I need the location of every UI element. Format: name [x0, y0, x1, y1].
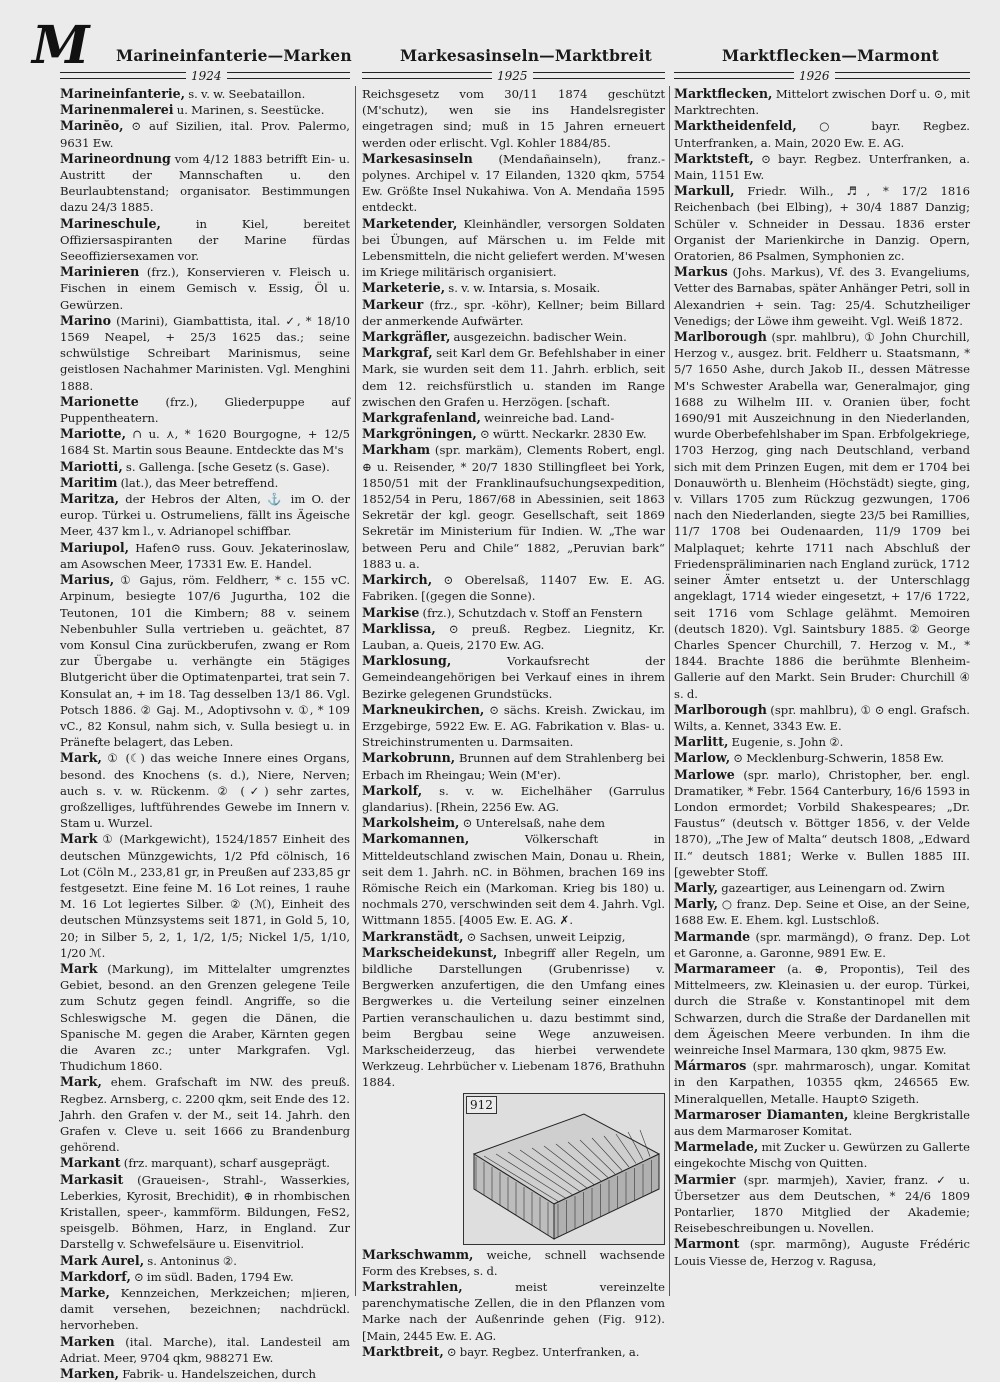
entry-headword: Marke,	[60, 1285, 110, 1301]
entry-text: (frz.), Konservieren v. Fleisch u. Fischen in einem Gemisch v. Essig, Öl u. Gewürzen.	[60, 265, 350, 312]
entry-headword: Marklissa,	[362, 620, 436, 636]
entry-text: Völkerschaft in Mitteldeutschland zwischen Main, Donau u. Rhein, seit dem 1. Jahrh. nC. in Böhmen, brachen 169 ins Römische Reich ein (Markoman. Krieg bis 180) u. nochmals 270, verschwinden seit dem 4. Jahrh. Vgl. Wittmann 1855. [4005 Ew. E. AG. ✗.	[362, 832, 665, 928]
entry-headword: Marly,	[674, 896, 719, 912]
entry-text: (lat.), das Meer betreffend.	[117, 475, 279, 490]
entry-text: Kennzeichen, Merkzeichen; m|ieren, damit versehen, bezeichnen; nachdrückl. hervorheben.	[60, 1286, 350, 1333]
column-3	[674, 86, 970, 1298]
entry-text: ⊙ sächs. Kreish. Zwickau, im Erzgebirge, 5922 Ew. E. AG. Fabrikation v. Blas- u. Streichinstrumenten u. Darmsaiten.	[362, 702, 665, 750]
entry-text: (spr. mahrmarosch), ungar. Komitat in den Karpathen, 10355 qkm, 246565 Ew. Mineralquellen, Metalle. Haupt⊙ Szigeth.	[674, 1059, 970, 1106]
entry-headword: Mark,	[60, 1074, 102, 1090]
wood-section-drawing	[464, 1094, 664, 1244]
running-head-center: Markesasinseln—Marktbreit	[400, 46, 653, 65]
entry-text: ehem. Grafschaft im NW. des preuß. Regbez. Arnsberg, c. 2200 qkm, seit Ende des 12. Jahrh. den Grafen v. der M., seit 14. Jahrh. den Grafen v. Cleve u. seit 1666 zu Brandenburg gehörend.	[60, 1075, 350, 1155]
entry-headword: Markneukirchen,	[362, 701, 485, 717]
dictionary-entry	[362, 815, 665, 831]
dictionary-entry	[60, 394, 350, 426]
entry-headword: Markgräfler,	[362, 329, 451, 345]
dictionary-entry	[674, 1139, 970, 1171]
entry-headword: Marino	[60, 312, 112, 328]
dictionary-entry	[60, 1285, 350, 1334]
entry-text: Fabrik- u. Handelszeichen, durch	[119, 1367, 316, 1382]
entry-text: mit Zucker u. Gewürzen zu Gallerte eingekochte Mischg von Quitten.	[674, 1140, 970, 1171]
dictionary-entry	[674, 329, 970, 702]
dictionary-entry	[674, 1107, 970, 1139]
entry-text: Friedr. Wilh., ♬, * 17/2 1816 Reichenbach (bei Elbing), + 30/4 1887 Danzig; Schüler v. Schneider in Dessau. 1836 erster Organist der Marienkirche in Danzig. Opern, Oratorien, 86 Psalmen, Symphonien zc.	[674, 184, 970, 264]
entry-headword: Markobrunn,	[362, 750, 456, 766]
entry-headword: Marlitt,	[674, 734, 729, 750]
entry-headword: Markgrafenland,	[362, 410, 481, 426]
entry-text: Vorkaufsrecht der Gemeindeangehörigen bei Verkauf eines in ihrem Bezirke gelegenen Grundstücks.	[362, 654, 665, 701]
entry-headword: Mariupol,	[60, 539, 130, 555]
entry-headword: Marineinfanterie,	[60, 86, 186, 101]
entry-text: (spr. marlo), Christopher, ber. engl. Dramatiker, * Febr. 1564 Canterbury, 16/6 1593 in London ermordet; Vorbild Shakespeares; „Dr. Faustus“ (deutsch v. Böttger 1856, v. der Velde 1870), „The Jew of Malta“ deutsch 1808, „Edward II.“ deutsch 1881; Werke v. Bullen 1885 III. [gewebter Stoff.	[674, 767, 970, 879]
entry-text: ⊙ bayr. Regbez. Unterfranken, a. Main, 1151 Ew.	[674, 151, 970, 183]
entry-text: (spr. marmjeh), Xavier, franz. ✓ u. Übersetzer aus dem Deutschen, * 24/6 1809 Pontarlier, 1870 Mitglied der Akademie; Reisebeschreibungen u. Novellen.	[674, 1172, 970, 1236]
entry-headword: Markeur	[362, 296, 424, 312]
entry-headword: Marineordnung	[60, 150, 171, 166]
dictionary-entry	[362, 605, 665, 621]
entry-headword: Marmont	[674, 1236, 740, 1252]
dictionary-entry	[362, 86, 665, 151]
entry-headword: Marionette	[60, 393, 139, 409]
dictionary-entry	[60, 1155, 350, 1171]
dictionary-entry	[362, 945, 665, 1091]
entry-headword: Marmarameer	[674, 960, 776, 976]
entry-text: ∩ u. ⋏, * 1620 Bourgogne, + 12/5 1684 St. Martin sous Beaune. Entdeckte das M's	[60, 427, 350, 458]
dictionary-entry	[362, 783, 665, 815]
entry-headword: Markgraf,	[362, 345, 433, 361]
page-number: 1926	[794, 70, 835, 82]
entry-text: (spr. markäm), Clements Robert, engl. ⊕ u. Reisender, * 20/7 1830 Stillingfleet bei York, 1850/51 mit der Franklinaufsuchungsexpedition, 1852/54 in Peru, 1867/68 in Abessinien, seit 1863 Sekretär der kgl. geogr. Gesellschaft, seit 1869 Sekretär im Ministerium für Indien. W. „The war between Peru and Chile“ 1882, „Peruvian bark“ 1883 u. a.	[362, 443, 665, 571]
entry-headword: Maritza,	[60, 491, 120, 507]
dictionary-entry	[674, 702, 970, 734]
dictionary-entry	[60, 1366, 350, 1382]
entry-headword: Markise	[362, 604, 420, 620]
dictionary-entry	[362, 426, 665, 442]
entry-text: (spr. mahlbru), ① John Churchill, Herzog v., ausgez. brit. Feldherr u. Staatsmann, * 5/7 1650 Ashe, durch Jakob II., dessen Mätresse M's Schwester Arabella war, Generalmajor, ging 1688 zu Wilhelm III. v. Oranien über, focht 1690/91 mit Auszeichnung in den Niederlanden, wurde Oberbefehlshaber im Span. Erbfolgekriege, 1703 Herzog, ging nach Deutschland, verband sich mit dem Prinzen Eugen, mit dem er 1704 bei Donauwörth u. Blenheim (Höchstädt) siegte, ging, v. Villars 1705 zum Rückzug gezwungen, 1706 nach den Niederlanden, siegte 23/5 bei Ramillies, 11/7 1708 bei Oudenaarden, 11/9 1709 bei Malplaquet; kehrte 1711 nach Abschluß der Friedenspräliminarien nach England zurück, 1712 seiner Ämter entsetzt u. der Unterschlagg angeklagt, 1714 wieder eingesetzt, + 17/6 1722, seit 1716 vom Schlage gelähmt. Memoiren (deutsch 1820). Vgl. Saintsbury 1885. ② George Charles Spencer Churchill, 7. Herzog v. M., * 1844. Brachte 1886 die berühmte Blenheim-Gallerie auf den Markt. Sein Bruder: Churchill ④ s. d.	[674, 330, 970, 701]
entry-headword: Marmande	[674, 928, 751, 944]
entry-text: (Marini), Giambattista, ital. ✓, * 18/10 1569 Neapel, + 25/3 1625 das.; seine schwülstige Schreibart Marinismus, seine geistlosen Nachahmer Marinisten. Vgl. Menghini 1888.	[60, 313, 350, 393]
entry-text: Inbegriff aller Regeln, um bildliche Darstellungen (Grubenrisse) v. Bergwerken anzufertigen, die den Umfang eines Bergwerkes u. die Verteilung seiner einzelnen Partien veranschaulichen u. dazu bestimmt sind, beim Bergbau seine Wege anzuweisen. Markscheiderzeug, das hierbei verwendete Werkzeug. Lehrbücher v. Liebenam 1876, Brathuhn 1884.	[362, 945, 665, 1090]
entry-text: s. v. w. Seebataillon.	[185, 87, 306, 101]
entry-text: der Hebros der Alten, ⚓ im O. der europ. Türkei u. Ostrumeliens, fällt ins Ägeische Meer, 437 km l., v. Adrianopel schiffbar.	[60, 492, 350, 539]
entry-headword: Markolsheim,	[362, 815, 460, 831]
dictionary-entry	[674, 750, 970, 766]
entry-text: ⊙ württ. Neckarkr. 2830 Ew.	[476, 427, 647, 442]
entry-text: s. Gallenga. [sche Gesetz (s. Gase).	[122, 459, 330, 474]
dictionary-entry	[674, 118, 970, 150]
entry-text: ○ franz. Dep. Seine et Oise, an der Seine, 1688 Ew. E. Ehem. kgl. Lustschloß.	[674, 897, 970, 928]
entry-headword: Marktflecken,	[674, 86, 773, 101]
entry-text: ⊙ bayr. Regbez. Unterfranken, a.	[443, 1344, 640, 1359]
dictionary-entry	[60, 426, 350, 458]
entry-text: ⊙ Oberelsaß, 11407 Ew. E. AG. Fabriken. [(gegen die Sonne).	[362, 573, 665, 604]
entry-text: weinreiche bad. Land-	[480, 411, 615, 426]
entry-text: ⊙ Mecklenburg-Schwerin, 1858 Ew.	[730, 751, 944, 766]
entry-text: (Johs. Markus), Vf. des 3. Evangeliums, Vetter des Barnabas, später Anhänger Petri, soll in Alexandrien + sein. Tag: 25/4. Schutzheiliger Venedigs; der Löwe ihm geweiht. Vgl. Weiß 1872.	[674, 265, 970, 328]
entry-text: (spr. mahlbru), ① ⊙ engl. Grafsch. Wilts, a. Kennet, 3343 Ew. E.	[674, 702, 970, 733]
entry-text: ○ bayr. Regbez. Unterfranken, a. Main, 2020 Ew. E. AG.	[674, 119, 970, 150]
entry-text: (frz.), Schutzdach v. Stoff an Fenstern	[419, 605, 643, 620]
column-1	[60, 86, 350, 1382]
entry-text: vom 4/12 1883 betrifft Ein- u. Austritt der Mannschaften u. den Beurlaubtenstand; organisator. Bestimmungen dazu 24/3 1885.	[60, 151, 350, 215]
entry-text: Brunnen auf dem Strahlenberg bei Erbach im Rheingau; Wein (M'er).	[362, 751, 665, 782]
dictionary-entry	[674, 734, 970, 750]
entry-headword: Mark	[60, 831, 98, 847]
entry-headword: Marly,	[674, 879, 719, 895]
entry-headword: Markasit	[60, 1171, 124, 1187]
entry-text: ausgezeichn. badischer Wein.	[450, 330, 627, 345]
dictionary-entry	[362, 750, 665, 782]
dictionary-entry	[60, 216, 350, 265]
dictionary-entry	[60, 750, 350, 831]
dictionary-entry	[362, 151, 665, 216]
dictionary-entry	[362, 329, 665, 345]
entry-text: Eugenie, s. John ②.	[728, 735, 844, 750]
entry-text: (Mendañainseln), franz.-polynes. Archipel v. 17 Eilanden, 1320 qkm, 5754 Ew. Größte Insel Nukahiwa. Von A. Mendaña 1595 entdeckt.	[362, 151, 665, 215]
entry-headword: Marktheidenfeld,	[674, 118, 797, 134]
entry-headword: Markus	[674, 264, 728, 280]
page-number: 1925	[492, 70, 533, 82]
entry-text: (frz.), Gliederpuppe auf Puppentheatern.	[60, 394, 350, 426]
running-head-right: Marktflecken—Marmont	[722, 46, 940, 65]
dictionary-entry	[60, 1172, 350, 1253]
dictionary-entry	[674, 151, 970, 183]
dictionary-entry	[60, 1253, 350, 1269]
figure-illustration	[463, 1093, 665, 1245]
entry-headword: Markschwamm,	[362, 1246, 474, 1262]
dictionary-entry	[674, 880, 970, 896]
dictionary-entry	[674, 1236, 970, 1268]
column-divider	[669, 86, 670, 1296]
dictionary-entry	[674, 767, 970, 880]
entry-headword: Marinĕo,	[60, 118, 124, 134]
entry-headword: Marketerie,	[362, 280, 446, 296]
running-head-left: Marineinfanterie—Marken	[116, 46, 352, 65]
entry-text: (a. ⊕, Propontis), Teil des Mittelmeers, zw. Kleinasien u. der europ. Türkei, durch die Straße v. Konstantinopel mit dem Schwarzen, durch die Straße der Dardanellen mit dem Ägeischen Meere verbunden. In ihm die weinreiche Insel Marmara, 130 qkm, 9875 Ew.	[674, 961, 970, 1057]
dictionary-entry	[674, 264, 970, 329]
entry-text: (Markung), im Mittelalter umgrenztes Gebiet, besond. an den Grenzen gelegene Teile zum Schutz gegen feindl. Angriffe, so die Schleswigsche M. gegen die Dänen, die Spanische M. gegen die Araber, Kärnten gegen die Avaren zc.; unter Markgrafen. Vgl. Thudichum 1860.	[60, 961, 350, 1074]
entry-headword: Marketender,	[362, 215, 458, 231]
column-divider	[355, 86, 356, 1296]
entry-headword: Mariotte,	[60, 426, 126, 442]
entry-headword: Marineschule,	[60, 215, 161, 231]
entry-text: in Kiel, bereitet Offiziersaspiranten der Marine fürdas Seeoffiziersexamen vor.	[60, 216, 350, 264]
entry-headword: Markesasinseln	[362, 150, 473, 166]
entry-headword: Markgröningen,	[362, 426, 477, 442]
entry-headword: Marken,	[60, 1366, 120, 1382]
entry-headword: Marmaroser Diamanten,	[674, 1106, 849, 1122]
entry-headword: Markranstädt,	[362, 928, 464, 944]
dictionary-entry	[362, 621, 665, 653]
entry-headword: Marktsteft,	[674, 150, 754, 166]
dictionary-entry	[362, 1279, 665, 1344]
entry-text: (frz. marquant), scharf ausgeprägt.	[120, 1156, 330, 1171]
entry-text: weiche, schnell wachsende Form des Krebses, s. d.	[362, 1247, 665, 1278]
entry-text: ① Gajus, röm. Feldherr, * c. 155 vC. Arpinum, besiegte 107/6 Jugurtha, 102 die Teutonen, 101 die Kimbern; 88 v. seinem Nebenbuhler Sulla vertrieben u. geächtet, 87 vom Konsul Cina zurückberufen, zwang er Rom zur Übergabe u. verhängte ein 5tägiges Blutgericht über die Optimatenpartei, trat sein 7. Konsulat an, + im 18. Tag desselben 13/1 86. Vgl. Potsch 1886. ② Gaj. M., Adoptivsohn v. ①, * 109 vC., 82 Konsul, nahm sich, v. Sulla besiegt u. in Pränefte belagert, das Leben.	[60, 573, 350, 750]
entry-headword: Mark,	[60, 750, 102, 766]
dictionary-entry	[60, 118, 350, 150]
entry-text: kleine Bergkristalle aus dem Marmaroser Komitat.	[674, 1107, 971, 1138]
entry-text: (frz., spr. -köhr), Kellner; beim Billard der anmerkende Aufwärter.	[362, 297, 665, 328]
entry-headword: Marinenmalerei	[60, 102, 174, 118]
dictionary-entry	[674, 961, 970, 1058]
entry-text: s. v. w. Eichelhäher (Garrulus glandarius). [Rhein, 2256 Ew. AG.	[362, 783, 665, 814]
dictionary-entry	[362, 1091, 665, 1279]
entry-text: ⊙ Unterelsaß, nahe dem	[459, 816, 606, 831]
page-number: 1924	[186, 70, 227, 82]
entry-headword: Markull,	[674, 183, 735, 199]
entry-text: u. Marinen, s. Seestücke.	[173, 103, 325, 118]
entry-headword: Marktbreit,	[362, 1343, 444, 1359]
dictionary-entry	[674, 896, 970, 928]
dictionary-entry	[60, 264, 350, 313]
dictionary-entry	[362, 702, 665, 751]
entry-text: ① (Markgewicht), 1524/1857 Einheit des deutschen Münzgewichts, 1/2 Pfd cölnisch, 16 Lot (Cöln M., 233,81 gr, in Preußen auf 233,85 gr festgesetzt. Eine feine M. 16 Lot reines, 1 rauhe M. 16 Lot legiertes Silber. ② (ℳ), Einheit des deutschen Münzsystems seit 1871, in Gold 5, 10, 20; in Silber 5, 2, 1, 1/2, 1/5; Nickel 1/5, 1/10, 1/20 ℳ.	[60, 832, 350, 960]
dictionary-entry	[362, 572, 665, 604]
entry-text: ⊙ preuß. Regbez. Liegnitz, Kr. Lauban, a. Queis, 2170 Ew. AG.	[362, 621, 665, 652]
dictionary-entry	[674, 183, 970, 264]
entry-headword: Marlborough	[674, 701, 767, 717]
entry-text: Kleinhändler, versorgen Soldaten bei Übungen, auf Märschen u. im Felde mit Lebensmitteln, die nicht geliefert werden. M'wesen im Kriege militärisch organisiert.	[362, 216, 665, 280]
entry-text: (spr. marmängd), ⊙ franz. Dep. Lot et Garonne, a. Garonne, 9891 Ew. E.	[674, 929, 970, 960]
entry-headword: Markirch,	[362, 572, 433, 588]
entry-headword: Markomannen,	[362, 831, 470, 847]
dictionary-entry	[60, 151, 350, 216]
section-letter: M	[32, 15, 90, 76]
dictionary-entry	[362, 297, 665, 329]
dictionary-entry	[674, 929, 970, 961]
dictionary-entry	[674, 1172, 970, 1237]
entry-headword: Markscheidekunst,	[362, 944, 498, 960]
entry-headword: Mark	[60, 960, 98, 976]
entry-headword: Mark Aurel,	[60, 1252, 145, 1268]
entry-headword: Marlowe	[674, 766, 735, 782]
column-2	[362, 86, 665, 1359]
entry-headword: Markdorf,	[60, 1268, 131, 1284]
dictionary-entry	[60, 1334, 350, 1366]
dictionary-entry	[60, 102, 350, 118]
entry-text: ① (☾) das weiche Innere eines Organs, besond. des Knochens (s. d.), Niere, Nerven; auch s. v. w. Rückenm. ② (✓) sehr zartes, großzelliges, luftführendes Gewebe im Innern v. Stam u. Wurzel.	[60, 751, 350, 831]
entry-text: ⊙ Sachsen, unweit Leipzig,	[463, 929, 626, 944]
dictionary-entry	[674, 86, 970, 118]
entry-headword: Marlow,	[674, 750, 731, 766]
dictionary-entry	[362, 216, 665, 281]
dictionary-entry	[674, 1058, 970, 1107]
entry-headword: Marmelade,	[674, 1139, 759, 1155]
dictionary-entry	[60, 491, 350, 540]
entry-text: s. Antoninus ②.	[144, 1253, 237, 1268]
entry-headword: Marinieren	[60, 264, 140, 280]
dictionary-entry	[60, 831, 350, 961]
dictionary-entry	[362, 929, 665, 945]
entry-text: seit Karl dem Gr. Befehlshaber in einer Mark, sie wurden seit dem 11. Jahrh. erblich, seit dem 12. reichsfürstlich u. standen im Range zwischen den Grafen u. Herzögen. [schaft.	[362, 346, 665, 409]
dictionary-entry	[362, 280, 665, 296]
dictionary-entry	[362, 345, 665, 410]
figure-number: 912	[466, 1096, 497, 1114]
dictionary-entry	[60, 540, 350, 572]
entry-headword: Marmier	[674, 1171, 736, 1187]
dictionary-entry	[60, 572, 350, 750]
entry-text: Mittelort zwischen Dorf u. ⊙, mit Marktrechten.	[674, 87, 970, 118]
dictionary-entry	[60, 459, 350, 475]
entry-headword: Mariotti,	[60, 458, 123, 474]
entry-text: ⊙ auf Sizilien, ital. Prov. Palermo, 9631 Ew.	[60, 119, 350, 150]
entry-headword: Maritim	[60, 474, 118, 490]
entry-text: s. v. w. Intarsia, s. Mosaik.	[445, 281, 601, 296]
dictionary-entry	[362, 442, 665, 572]
dictionary-entry	[60, 475, 350, 491]
entry-text: Hafen⊙ russ. Gouv. Jekaterinoslaw, am Asowschen Meer, 17331 Ew. E. Handel.	[60, 540, 350, 571]
entry-headword: Markham	[362, 442, 431, 458]
entry-text: ⊙ im südl. Baden, 1794 Ew.	[130, 1269, 294, 1284]
entry-headword: Markstrahlen,	[362, 1279, 463, 1294]
dictionary-entry	[362, 1344, 665, 1360]
dictionary-entry	[60, 313, 350, 394]
dictionary-entry	[60, 1269, 350, 1285]
dictionary-entry	[60, 961, 350, 1074]
entry-text: (ital. Marche), ital. Landesteil am Adriat. Meer, 9704 qkm, 988271 Ew.	[60, 1334, 350, 1365]
entry-headword: Markant	[60, 1155, 121, 1171]
entry-headword: Marlborough	[674, 329, 767, 345]
entry-headword: Marius,	[60, 572, 115, 588]
entry-text: gazeartiger, aus Leinengarn od. Zwirn	[718, 880, 945, 895]
entry-text: Reichsgesetz vom 30/11 1874 geschützt (M'schutz), wen sie ins Handelsregister eingetragen sind; muß in 15 Jahren erneuert werden oder erlischt. Vgl. Kohler 1884/85.	[362, 87, 665, 150]
dictionary-entry	[362, 410, 665, 426]
dictionary-entry	[362, 653, 665, 702]
entry-text: (spr. marmōng), Auguste Frédéric Louis Viesse de, Herzog v. Ragusa,	[674, 1237, 970, 1268]
entry-headword: Marken	[60, 1333, 115, 1349]
dictionary-entry	[60, 86, 350, 102]
entry-headword: Mármaros	[674, 1058, 747, 1074]
entry-text: (Graueisen-, Strahl-, Wasserkies, Leberkies, Kyrosit, Brechidit), ⊕ in rhombischen Kristallen, speer-, kammförm. Bildungen, FeS2, speisgelb. Böhmen, Harz, in England. Zur Darstellg v. Schwefelsäure u. Eisenvitriol.	[60, 1172, 350, 1252]
entry-headword: Marklosung,	[362, 653, 452, 669]
dictionary-entry	[60, 1074, 350, 1155]
dictionary-entry	[362, 831, 665, 928]
entry-headword: Markolf,	[362, 782, 423, 798]
entry-text: meist vereinzelte parenchymatische Zellen, die in den Pflanzen vom Marke nach der Außenrinde gehen (Fig. 912). [Main, 2445 Ew. E. AG.	[362, 1280, 665, 1343]
